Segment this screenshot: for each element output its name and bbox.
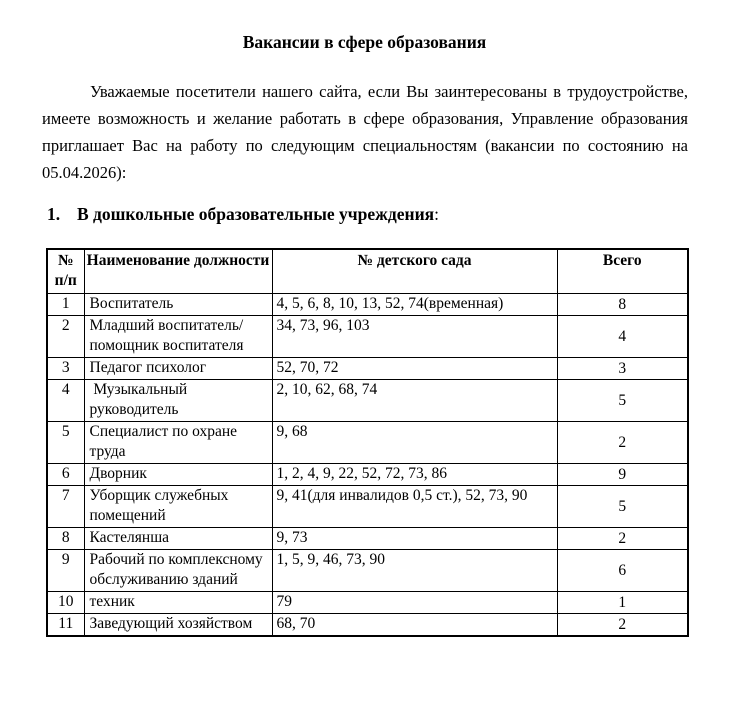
cell-total: 5 [557, 380, 688, 422]
col-header-num: № п/п [47, 249, 84, 294]
cell-row-number: 10 [47, 592, 84, 614]
cell-row-number: 3 [47, 358, 84, 380]
vacancies-table [46, 248, 689, 637]
cell-row-number: 1 [47, 294, 84, 316]
cell-kindergartens: 1, 2, 4, 9, 22, 52, 72, 73, 86 [272, 464, 557, 486]
cell-total: 2 [557, 528, 688, 550]
page-title: Вакансии в сфере образования [242, 32, 487, 52]
table-row [47, 294, 688, 316]
cell-total: 3 [557, 358, 688, 380]
cell-kindergartens: 52, 70, 72 [272, 358, 557, 380]
cell-total: 5 [557, 486, 688, 528]
cell-kindergartens: 2, 10, 62, 68, 74 [272, 380, 557, 422]
table-header-row [47, 249, 688, 294]
cell-total: 1 [557, 592, 688, 614]
table-row [47, 592, 688, 614]
cell-position: Рабочий по комплексному обслуживанию зданий [84, 550, 272, 592]
cell-row-number: 2 [47, 316, 84, 358]
cell-row-number: 6 [47, 464, 84, 486]
cell-position: Дворник [84, 464, 272, 486]
section-heading [47, 203, 729, 225]
section-title: В дошкольные образовательные учреждения [77, 204, 435, 224]
document-page [0, 30, 729, 637]
table-row [47, 380, 688, 422]
section-number: 1. [47, 204, 61, 224]
cell-kindergartens: 1, 5, 9, 46, 73, 90 [272, 550, 557, 592]
cell-row-number: 11 [47, 614, 84, 637]
col-header-total: Всего [557, 249, 688, 294]
cell-kindergartens: 9, 73 [272, 528, 557, 550]
cell-row-number: 5 [47, 422, 84, 464]
table-row [47, 550, 688, 592]
cell-position: Заведующий хозяйством [84, 614, 272, 637]
table-row [47, 464, 688, 486]
cell-position: Воспитатель [84, 294, 272, 316]
cell-position: техник [84, 592, 272, 614]
cell-kindergartens: 68, 70 [272, 614, 557, 637]
section-colon: : [434, 204, 439, 224]
cell-row-number: 9 [47, 550, 84, 592]
cell-position: Музыкальный руководитель [84, 380, 272, 422]
cell-position: Педагог психолог [84, 358, 272, 380]
cell-total: 2 [557, 614, 688, 637]
cell-kindergartens: 9, 41(для инвалидов 0,5 ст.), 52, 73, 90 [272, 486, 557, 528]
table-row [47, 614, 688, 637]
table-row [47, 528, 688, 550]
cell-kindergartens: 34, 73, 96, 103 [272, 316, 557, 358]
cell-total: 4 [557, 316, 688, 358]
col-header-kindergarten: № детского сада [272, 249, 557, 294]
cell-row-number: 4 [47, 380, 84, 422]
cell-kindergartens: 9, 68 [272, 422, 557, 464]
table-row [47, 422, 688, 464]
table-row [47, 486, 688, 528]
cell-kindergartens: 79 [272, 592, 557, 614]
cell-kindergartens: 4, 5, 6, 8, 10, 13, 52, 74(временная) [272, 294, 557, 316]
cell-position: Специалист по охране труда [84, 422, 272, 464]
cell-total: 9 [557, 464, 688, 486]
cell-total: 8 [557, 294, 688, 316]
cell-position: Кастелянша [84, 528, 272, 550]
table-row [47, 358, 688, 380]
cell-position: Младший воспитатель/помощник воспитателя [84, 316, 272, 358]
cell-total: 2 [557, 422, 688, 464]
intro-paragraph: Уважаемые посетители нашего сайта, если Вы заинтересованы в трудоустройстве, имеете возможность и желание работать в сфере образования, Управление образования приглашает Вас на работу по следующим специальностям (вакансии по состоянию на 05.04.2026): [42, 82, 688, 182]
cell-row-number: 7 [47, 486, 84, 528]
cell-position: Уборщик служебных помещений [84, 486, 272, 528]
cell-row-number: 8 [47, 528, 84, 550]
col-header-position: Наименование должности [84, 249, 272, 294]
cell-total: 6 [557, 550, 688, 592]
table-row [47, 316, 688, 358]
